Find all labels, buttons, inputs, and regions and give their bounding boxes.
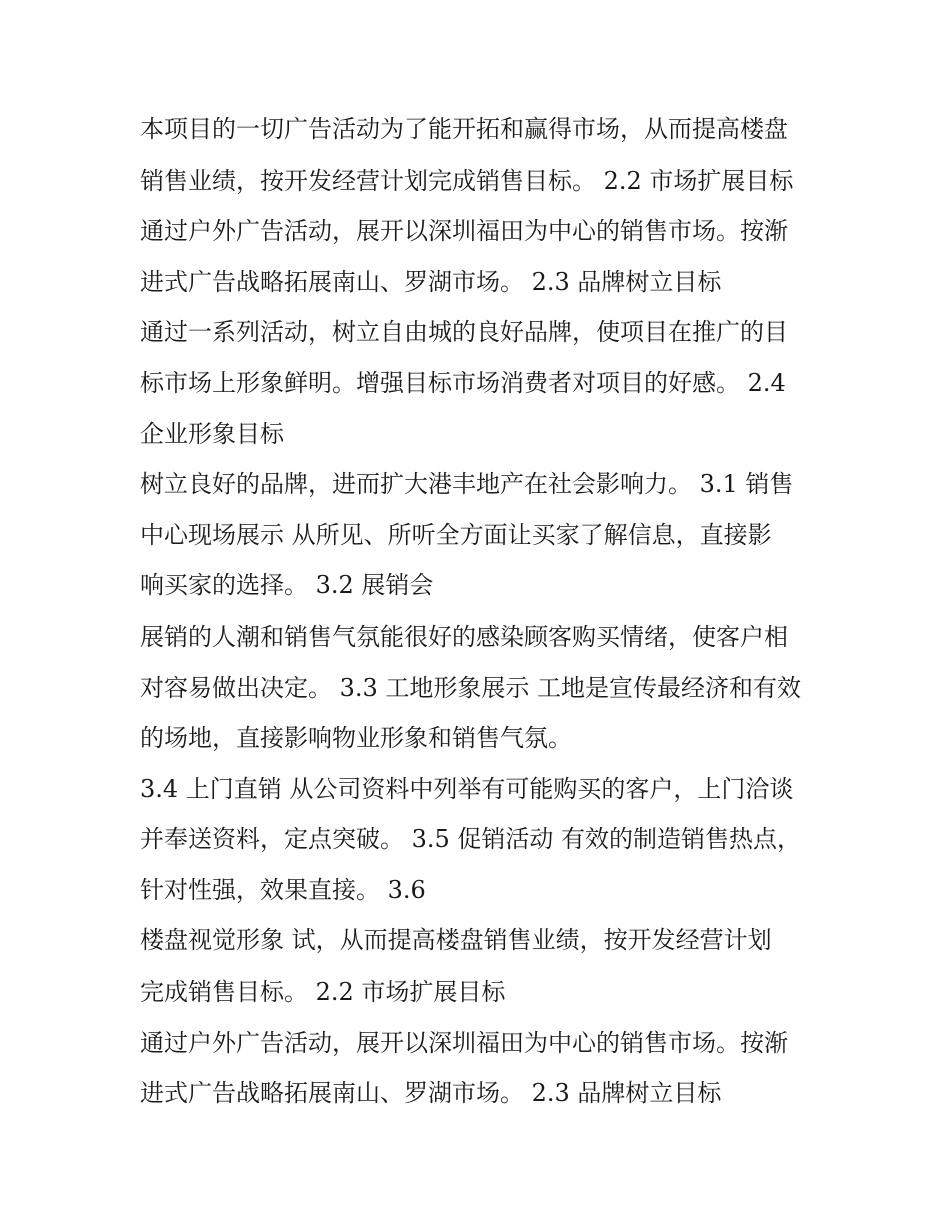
text-line: 完成销售目标。 2.2 市场扩展目标 bbox=[140, 978, 506, 1006]
text-line: 企业形象目标 bbox=[140, 420, 284, 448]
text-line: 中心现场展示 从所见、所听全方面让买家了解信息，直接影 bbox=[140, 521, 772, 549]
text-line: 楼盘视觉形象 试，从而提高楼盘销售业绩，按开发经营计划 bbox=[140, 926, 772, 954]
text-line: 并奉送资料，定点突破。 3.5 促销活动 有效的制造销售热点， bbox=[140, 825, 802, 853]
text-line: 进式广告战略拓展南山、罗湖市场。 2.3 品牌树立目标 bbox=[140, 1079, 722, 1107]
text-line: 树立良好的品牌，进而扩大港丰地产在社会影响力。 3.1 销售 bbox=[140, 470, 794, 498]
text-line: 本项目的一切广告活动为了能开拓和赢得市场，从而提高楼盘 bbox=[140, 115, 788, 143]
text-line: 展销的人潮和销售气氛能很好的感染顾客购买情绪，使客户相 bbox=[140, 623, 788, 651]
text-line: 响买家的选择。 3.2 展销会 bbox=[140, 571, 434, 599]
text-line: 进式广告战略拓展南山、罗湖市场。 2.3 品牌树立目标 bbox=[140, 268, 722, 296]
text-line: 通过户外广告活动，展开以深圳福田为中心的销售市场。按渐 bbox=[140, 217, 788, 245]
text-line: 3.4 上门直销 从公司资料中列举有可能购买的客户，上门洽谈 bbox=[140, 775, 794, 803]
text-line: 标市场上形象鲜明。增强目标市场消费者对项目的好感。 2.4 bbox=[140, 369, 786, 397]
text-line: 通过户外广告活动，展开以深圳福田为中心的销售市场。按渐 bbox=[140, 1029, 788, 1057]
text-line: 对容易做出决定。 3.3 工地形象展示 工地是宣传最经济和有效 bbox=[140, 674, 802, 702]
text-line: 针对性强，效果直接。 3.6 bbox=[140, 876, 426, 904]
text-line: 通过一系列活动，树立自由城的良好品牌，使项目在推广的目 bbox=[140, 318, 788, 346]
text-line: 销售业绩，按开发经营计划完成销售目标。 2.2 市场扩展目标 bbox=[140, 167, 794, 195]
text-line: 的场地，直接影响物业形象和销售气氛。 bbox=[140, 724, 572, 752]
